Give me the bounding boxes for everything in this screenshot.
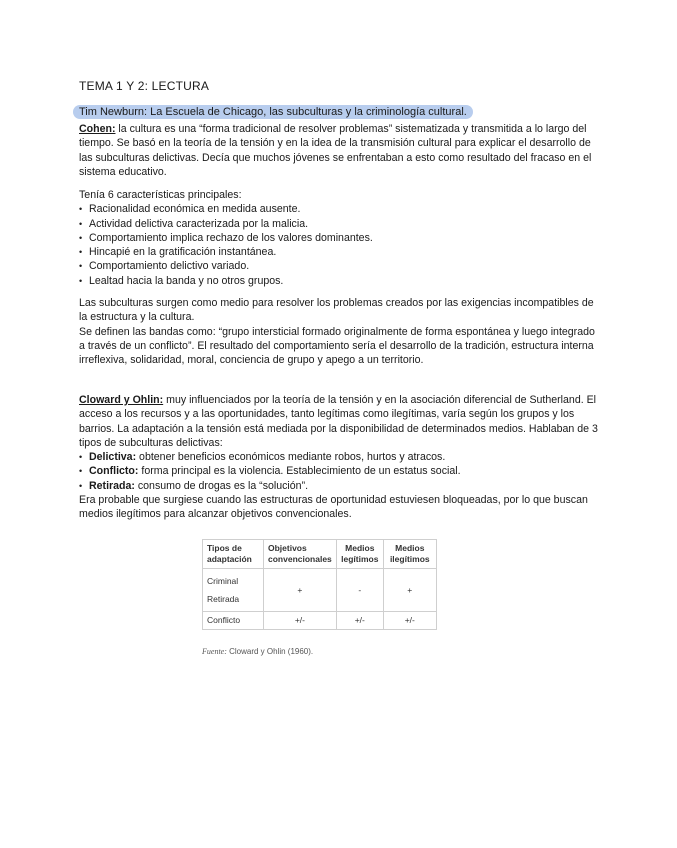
list-item: • Comportamiento implica rechazo de los valores dominantes. xyxy=(79,231,599,245)
table-header: Tipos de adaptación xyxy=(203,540,264,569)
cloward-paragraph xyxy=(79,393,599,450)
list-item: • Comportamiento delictivo variado. xyxy=(79,259,599,273)
subcultures-paragraph-2: Se definen las bandas como: “grupo intersticial formado originalmente de forma espontánea y luego integrado a través de un conflicto”. El resultado del comportamiento sería el desarrollo de la tradición, estructura interna irreflexiva, solidaridad, moral, conciencia de grupo y apego a un territorio. xyxy=(79,325,595,367)
adaptation-table xyxy=(202,539,437,630)
source-text: Cloward y Ohlin (1960). xyxy=(226,647,314,656)
table-cell: + xyxy=(383,569,436,612)
subcultures-section xyxy=(79,296,599,367)
cohen-paragraph xyxy=(79,122,599,179)
table-cell: - xyxy=(336,569,383,612)
subcultures-paragraph-1: Las subculturas surgen como medio para resolver los problemas creados por las exigencias incompatibles de la estructura y la cultura. xyxy=(79,297,594,324)
highlighted-title: Tim Newburn: La Escuela de Chicago, las subculturas y la criminología cultural. xyxy=(73,105,473,119)
cell-line: Criminal xyxy=(207,576,239,586)
type-text: forma principal es la violencia. Establecimiento de un estatus social. xyxy=(138,465,461,478)
cloward-section xyxy=(79,393,599,522)
characteristics-list xyxy=(79,202,599,288)
cohen-text: la cultura es una “forma tradicional de resolver problemas” sistematizada y transmitida a lo largo del tiempo. Se basó en la teoría de la tensión y en la idea de la transmisión cultural para explicar el desarrollo de las subculturas delictivas. Decía que muchos jóvenes se enfrentaban a esto como resultado del fracaso en el sistema educativo. xyxy=(79,123,592,178)
list-item xyxy=(79,479,599,493)
cloward-closing: Era probable que surgiese cuando las estructuras de oportunidad estuviesen bloqueadas, por lo que buscan medios ilegítimos para alcanzar objetivos convencionales. xyxy=(79,494,588,521)
table-header: Objetivos convencionales xyxy=(264,540,337,569)
table-source xyxy=(202,647,313,656)
type-label: Conflicto: xyxy=(89,465,139,478)
table-cell: + xyxy=(264,569,337,612)
table-cell: +/- xyxy=(336,612,383,630)
table-row xyxy=(203,612,437,630)
cloward-text: muy influenciados por la teoría de la tensión y en la asociación diferencial de Sutherland. El acceso a los recursos y a las oportunidades, tanto legítimas como ilegítimas, varía según los grupos y los barrios. La adaptación a la tensión está mediada por la disponibilidad de determinados medios. Hablaban de 3 tipos de subculturas delictivas: xyxy=(79,394,598,449)
subculture-types-list xyxy=(79,450,599,493)
characteristics-intro: Tenía 6 características principales: xyxy=(79,189,242,201)
type-text: consumo de drogas es la “solución”. xyxy=(134,479,309,492)
characteristics-section xyxy=(79,188,599,288)
table-row xyxy=(203,569,437,612)
table-header: Medios ilegítimos xyxy=(383,540,436,569)
cell-line: Retirada xyxy=(207,594,240,604)
table-header-row xyxy=(203,540,437,569)
list-item: • Actividad delictiva caracterizada por la malicia. xyxy=(79,217,599,231)
list-item: • Lealtad hacia la banda y no otros grupos. xyxy=(79,274,599,288)
table-cell xyxy=(203,569,264,612)
cloward-name: Cloward y Ohlin: xyxy=(79,394,164,406)
type-text: obtener beneficios económicos mediante robos, hurtos y atracos. xyxy=(136,451,446,464)
table-header: Medios legítimos xyxy=(336,540,383,569)
table-cell: Conflicto xyxy=(203,612,264,630)
type-label: Delictiva: xyxy=(89,451,137,464)
list-item xyxy=(79,450,599,464)
list-item: • Hincapié en la gratificación instantánea. xyxy=(79,245,599,259)
table-cell: +/- xyxy=(264,612,337,630)
table-cell: +/- xyxy=(383,612,436,630)
list-item xyxy=(79,464,599,478)
source-label: Fuente: xyxy=(202,647,227,656)
type-label: Retirada: xyxy=(89,479,135,492)
page-heading: TEMA 1 Y 2: LECTURA xyxy=(79,79,210,93)
cohen-name: Cohen: xyxy=(79,123,116,135)
list-item: • Racionalidad económica en medida ausente. xyxy=(79,202,599,216)
